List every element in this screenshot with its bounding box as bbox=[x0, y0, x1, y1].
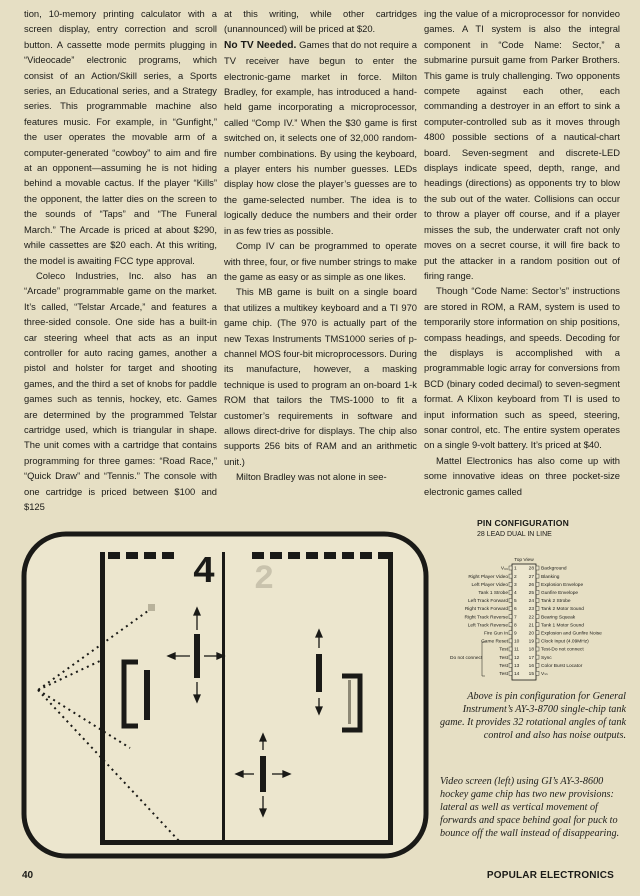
pin-number: 21 bbox=[528, 623, 534, 629]
pin-label-right: Explosion Envelope bbox=[541, 582, 584, 588]
pin bbox=[536, 574, 539, 578]
pin-label-left: Left Track Reverse bbox=[467, 623, 508, 629]
pin-config-title: PIN CONFIGURATION bbox=[477, 518, 570, 528]
pin-label-right: Background bbox=[541, 566, 567, 572]
pin bbox=[509, 598, 512, 602]
pin-number: 11 bbox=[514, 647, 519, 653]
pin-label-left: Test bbox=[499, 647, 508, 653]
pin-number: 13 bbox=[514, 663, 520, 669]
pin-label-right: Bearing Squeak bbox=[541, 615, 576, 621]
pin-number: 24 bbox=[528, 599, 534, 605]
pin-number: 12 bbox=[514, 655, 520, 661]
pin-label-left: Left Track Forward bbox=[468, 599, 508, 605]
pin-label-left: Test bbox=[499, 672, 508, 677]
pin-label-right: Explosion and Gunfire Noise bbox=[541, 631, 602, 637]
paragraph: Mattel Electronics has also come up with some innovative ideas on three pocket-size electronic games called bbox=[424, 454, 620, 497]
pin bbox=[536, 566, 539, 570]
pin-number: 16 bbox=[528, 663, 534, 669]
section-heading: No TV Needed. bbox=[224, 39, 297, 51]
pin bbox=[536, 607, 539, 611]
pin bbox=[509, 566, 512, 570]
pin-configuration-diagram bbox=[442, 556, 632, 684]
article-column-1 bbox=[24, 6, 217, 514]
pin-label-right: Blanking bbox=[541, 574, 560, 580]
screen-caption: Video screen (left) using GI’s AY-3-8600 hockey game chip has two new provisions: lateral as well as vertical movement of forwards and space behind goal for puck to bounce off the wall instead of disappearing. bbox=[440, 776, 620, 839]
pinout-caption: Above is pin configuration for General Instrument’s AY-3-8700 single-chip tank game. It provides 32 rotational angles of tank control and also has noise outputs. bbox=[440, 691, 626, 741]
pin bbox=[536, 639, 539, 643]
pin bbox=[509, 639, 512, 643]
puck bbox=[148, 604, 155, 611]
pin-number: 20 bbox=[528, 631, 534, 637]
pin bbox=[536, 655, 539, 659]
magazine-name: POPULAR ELECTRONICS bbox=[486, 870, 614, 881]
pin-number: 28 bbox=[528, 566, 534, 572]
pin-number: 4 bbox=[514, 591, 517, 596]
pin bbox=[536, 647, 539, 651]
pin-number: 8 bbox=[514, 623, 517, 629]
page-number: 40 bbox=[22, 870, 34, 881]
pin-number: 22 bbox=[528, 615, 534, 621]
left-goalie bbox=[144, 670, 150, 720]
pin bbox=[536, 671, 539, 675]
test-pins-bracket bbox=[482, 642, 485, 676]
pin-label-left: V₀₀ bbox=[500, 566, 508, 572]
paragraph: tion, 10-memory printing calculator with a screen display, entry correction and scroll button. A cassette mode permits plugging in “Videocade” electronic programs, which consist of an Action/Skill series, a Sports series, an Educational series, and a Strategy series. This programmable machine also features music. For example, in “Gunfight,” the user operates the movable arm of a computer-generated “cowboy” to aim and fire at an opponent—assuming he is not hiding behind a movable cactus. If the player “Kills” the opponent, the latter dies on the screen to the sounds of “Taps” and “The Funeral March.” The Arcade is priced at about $290, while cassettes are $20 each. At this writing, the model is awaiting FCC type approval. bbox=[24, 8, 217, 266]
pin-label-left: Left Player Video bbox=[471, 582, 508, 588]
pin-number: 5 bbox=[514, 599, 517, 605]
paragraph bbox=[224, 37, 417, 238]
pin bbox=[509, 647, 512, 651]
pin-label-right: Clock Input (4.09MHz) bbox=[541, 639, 589, 645]
paragraph: Coleco Industries, Inc. also has an “Arcade” programmable game on the market. It’s called, “Telstar Arcade,” and features a three-sided console. One side has a built-in car steering wheel that acts as an input controller for auto racing games, another a pistol and holster for target and shooting games, and the third a set of knobs for paddle games such as tennis, hockey, etc. Games are determined by the programmed Telstar cartridge used, which is triangular in shape. The unit comes with a cartridge that contains programming for three games: “Road Race,” “Quick Draw” and “Tennis.” The console with one cartridge is priced between $100 and $125 bbox=[24, 269, 217, 512]
pin-number: 26 bbox=[528, 582, 534, 588]
pin-label-right: Tank 2 Motor Sound bbox=[541, 607, 584, 613]
pin bbox=[536, 590, 539, 594]
pin-number: 23 bbox=[528, 607, 534, 613]
pin-label-left: Game Reset bbox=[481, 639, 508, 645]
pin-label-right: Test-Do not connect bbox=[541, 647, 584, 653]
pin bbox=[536, 663, 539, 667]
pin-number: 19 bbox=[528, 639, 534, 645]
pin bbox=[509, 631, 512, 635]
pin-number: 6 bbox=[514, 607, 517, 613]
pin bbox=[536, 598, 539, 602]
pin bbox=[509, 663, 512, 667]
pin bbox=[509, 582, 512, 586]
pin bbox=[536, 631, 539, 635]
pin-number: 25 bbox=[528, 591, 534, 596]
pin-number: 3 bbox=[514, 582, 517, 588]
pin bbox=[536, 582, 539, 586]
article-column-2 bbox=[224, 6, 417, 485]
pin-label-left: Fire Gun In bbox=[484, 631, 508, 637]
pin-label-left: Right Track Forward bbox=[464, 607, 508, 613]
pin-number: 2 bbox=[514, 574, 517, 580]
pin-label-right: Gunfire Envelope bbox=[541, 591, 579, 596]
pin-number: 9 bbox=[514, 631, 517, 637]
pin-label-left: Right Track Reverse bbox=[464, 615, 508, 621]
pin bbox=[536, 615, 539, 619]
pin bbox=[509, 615, 512, 619]
pin bbox=[509, 590, 512, 594]
pin-config-subtitle: 28 LEAD DUAL IN LINE bbox=[477, 531, 552, 538]
paragraph: Though “Code Name: Sector’s” instructions are stored in ROM, a RAM, system is used to temporarily store information on ship positions, compass headings, and speeds. Decoding for the displays is accomplished with a programmable logic array for conversions from BCD (binary coded decimal) to seven-segment format. A Klixon keyboard from TI is used to input information such as speed, steering, sonar control, etc. The entire system operates on a single 9-volt battery. It’s priced at $40. bbox=[424, 285, 620, 451]
pin-number: 14 bbox=[514, 672, 520, 677]
pin-label-left: Test bbox=[499, 655, 508, 661]
pin bbox=[536, 623, 539, 627]
paragraph: at this writing, while other cartridges (unannounced) will be priced at $20. bbox=[224, 8, 417, 35]
paragraph-text: Games that do not require a TV receiver have begun to enter the electronic-game market in force. Milton Bradley, for example, has introduced a hand-held game incorporating a microprocessor, called “Comp IV.” When the $30 game is first switched on, it selects one of 32,000 random-number combinations. By using the keyboard, a player enters his number guesses. LEDs display how close the player’s guesses are to the game-selected number. The idea is to logically deduce the numbers and their order in as few tries as possible. bbox=[224, 38, 418, 236]
pin-label-right: Vₛₛ bbox=[541, 672, 548, 677]
pin-label-right: Tank 1 Motor Sound bbox=[541, 623, 584, 629]
chip-body bbox=[512, 564, 536, 680]
pin-label-left: Right Player Video bbox=[468, 574, 508, 580]
paragraph: Comp IV can be programmed to operate with three, four, or five number strings to make the game as easy or as simple as one likes. bbox=[224, 240, 417, 282]
pin bbox=[509, 655, 512, 659]
hockey-screen-illustration bbox=[20, 530, 430, 860]
article-column-3 bbox=[424, 6, 620, 499]
pin bbox=[509, 574, 512, 578]
pin bbox=[509, 623, 512, 627]
do-not-connect-label: Do not connect bbox=[450, 656, 483, 661]
pin-number: 7 bbox=[514, 615, 517, 621]
pin-label-right: Tank 2 Strobe bbox=[541, 599, 571, 605]
right-score-ghost: 2 bbox=[253, 561, 275, 599]
pin-label-right: Color Burst Locator bbox=[541, 663, 583, 669]
pin-label-left: Tank 1 Strobe bbox=[478, 591, 508, 596]
top-view-label: Top View bbox=[514, 558, 534, 563]
pin-number: 18 bbox=[528, 647, 534, 653]
pin-number: 17 bbox=[528, 655, 534, 661]
paragraph: This MB game is built on a single board that utilizes a multikey keyboard and a TI 970 game chip. (The 970 is actually part of the new Texas Instruments TMS1000 series of p-channel MOS four-bit microprocessors. During its manufacture, however, a masking technique is used to program an on-board 1-k ROM that tailors the TMS-1000 to fit a customer’s requirements in software and allows direct-drive for displays. The chip also supports 256 bits of RAM and an arithmetic unit.) bbox=[224, 286, 417, 467]
pin bbox=[509, 607, 512, 611]
pin-number: 1 bbox=[514, 566, 517, 572]
left-score: 4 bbox=[192, 551, 216, 594]
pin-label-left: Test bbox=[499, 663, 508, 669]
pin-number: 15 bbox=[528, 672, 534, 677]
pin-number: 27 bbox=[528, 574, 534, 580]
paragraph: ing the value of a microprocessor for nonvideo games. A TI system is also the integral component in “Code Name: Sector,” a submarine pursuit game from Parker Brothers. This game is truly challenging. Two opponents compete against each other, each commanding a destroyer in an effort to sink a computer-controlled sub as it moves through 4800 possible sections of a nautical-chart board. Seven-segment and discrete-LED displays indicate speed, depth, range, and headings (directions) as opponents try to blow the sub out of the water. Collisions can occur to throw a player off course, and if a player misses the sub, the underwater craft not only moves on a secret course, it will fire back to put the attacker in a random position out of firing range. bbox=[424, 8, 620, 281]
pin-number: 10 bbox=[514, 639, 520, 645]
pin-label-right: Sync bbox=[541, 655, 552, 661]
pin bbox=[509, 671, 512, 675]
paragraph: Milton Bradley was not alone in see- bbox=[236, 471, 387, 483]
